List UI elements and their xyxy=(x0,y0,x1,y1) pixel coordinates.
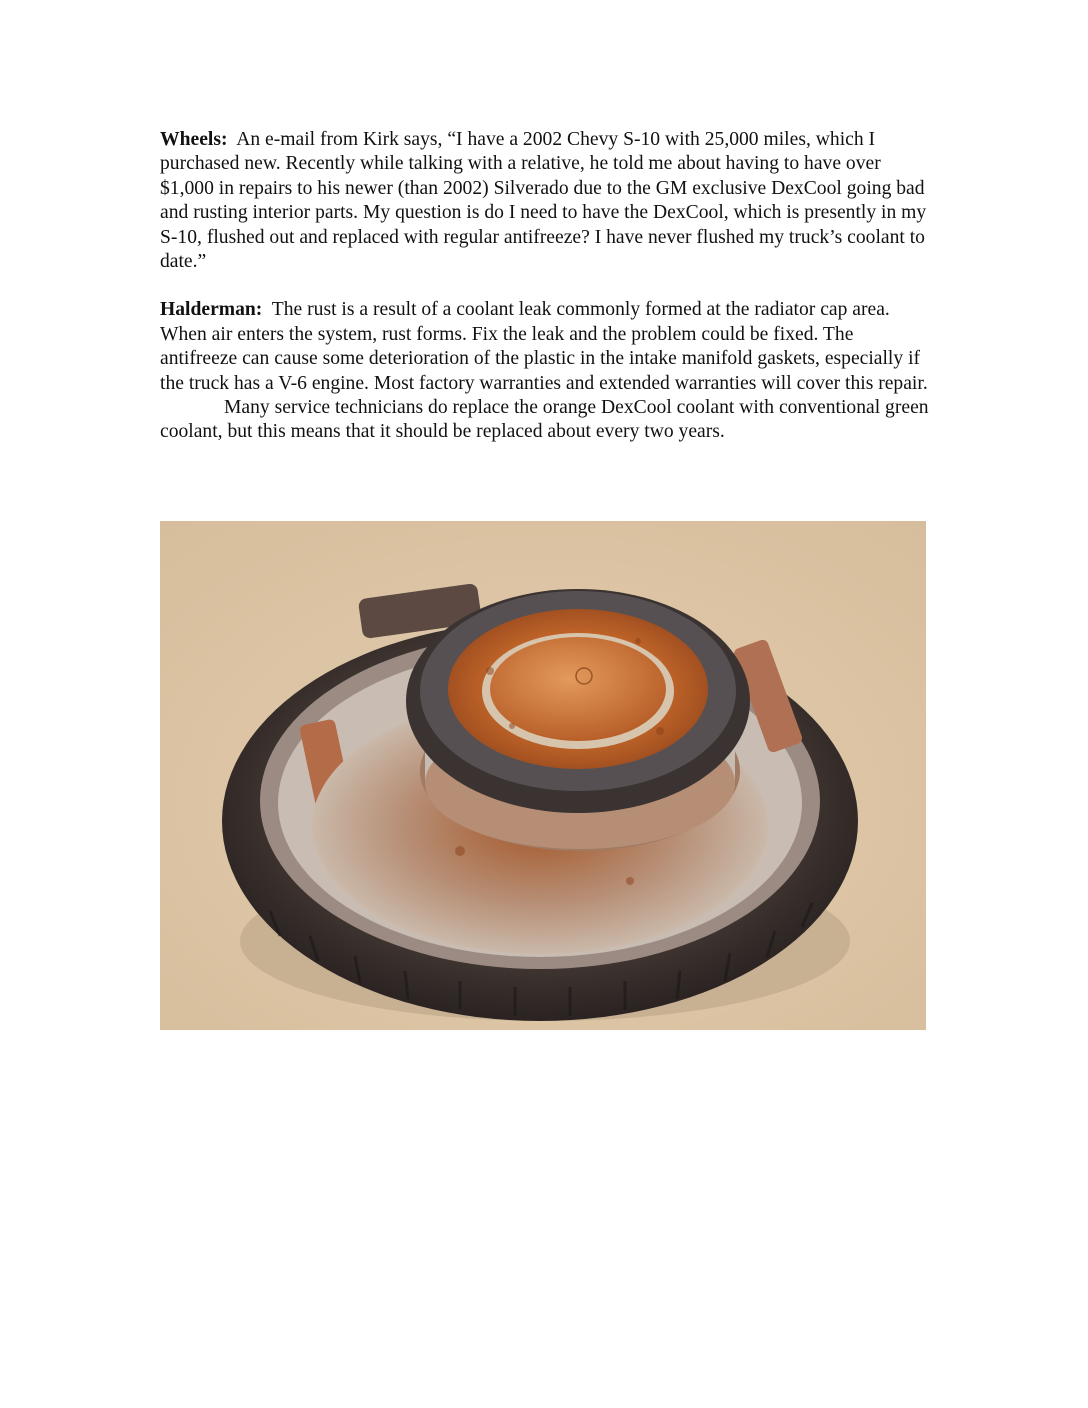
halderman-speaker: Halderman: xyxy=(160,299,263,321)
halderman-text: The rust is a result of a coolant leak commonly formed at the radiator cap area. When air enters the system, rust forms. Fix the leak and the problem could be fixed. The antifreeze can cause some deterioration of the plastic in the intake manifold gaskets, especially if the truck has a V-6 engine. Most factory warranties and extended warranties will cover this repair. xyxy=(160,299,928,394)
rusted-radiator-cap-photo xyxy=(160,521,926,1030)
halderman-answer xyxy=(160,298,930,396)
wheels-question xyxy=(160,128,930,274)
wheels-speaker: Wheels: xyxy=(160,129,228,150)
halderman-answer-continued: Many service technicians do replace the orange DexCool coolant with conventional green coolant, but this means that it should be replaced about every two years. xyxy=(160,397,929,443)
wheels-text: An e-mail from Kirk says, “I have a 2002 Chevy S-10 with 25,000 miles, which I purchased new. Recently while talking with a relative, he told me about having to have over $1,000 in repairs to his newer (than 2002) Silverado due to the GM exclusive DexCool going bad and rusting interior parts. My question is do I need to have the DexCool, which is presently in my S-10, flushed out and replaced with regular antifreeze? I have never flushed my truck’s coolant to date.” xyxy=(160,129,927,273)
document-body xyxy=(160,128,930,445)
